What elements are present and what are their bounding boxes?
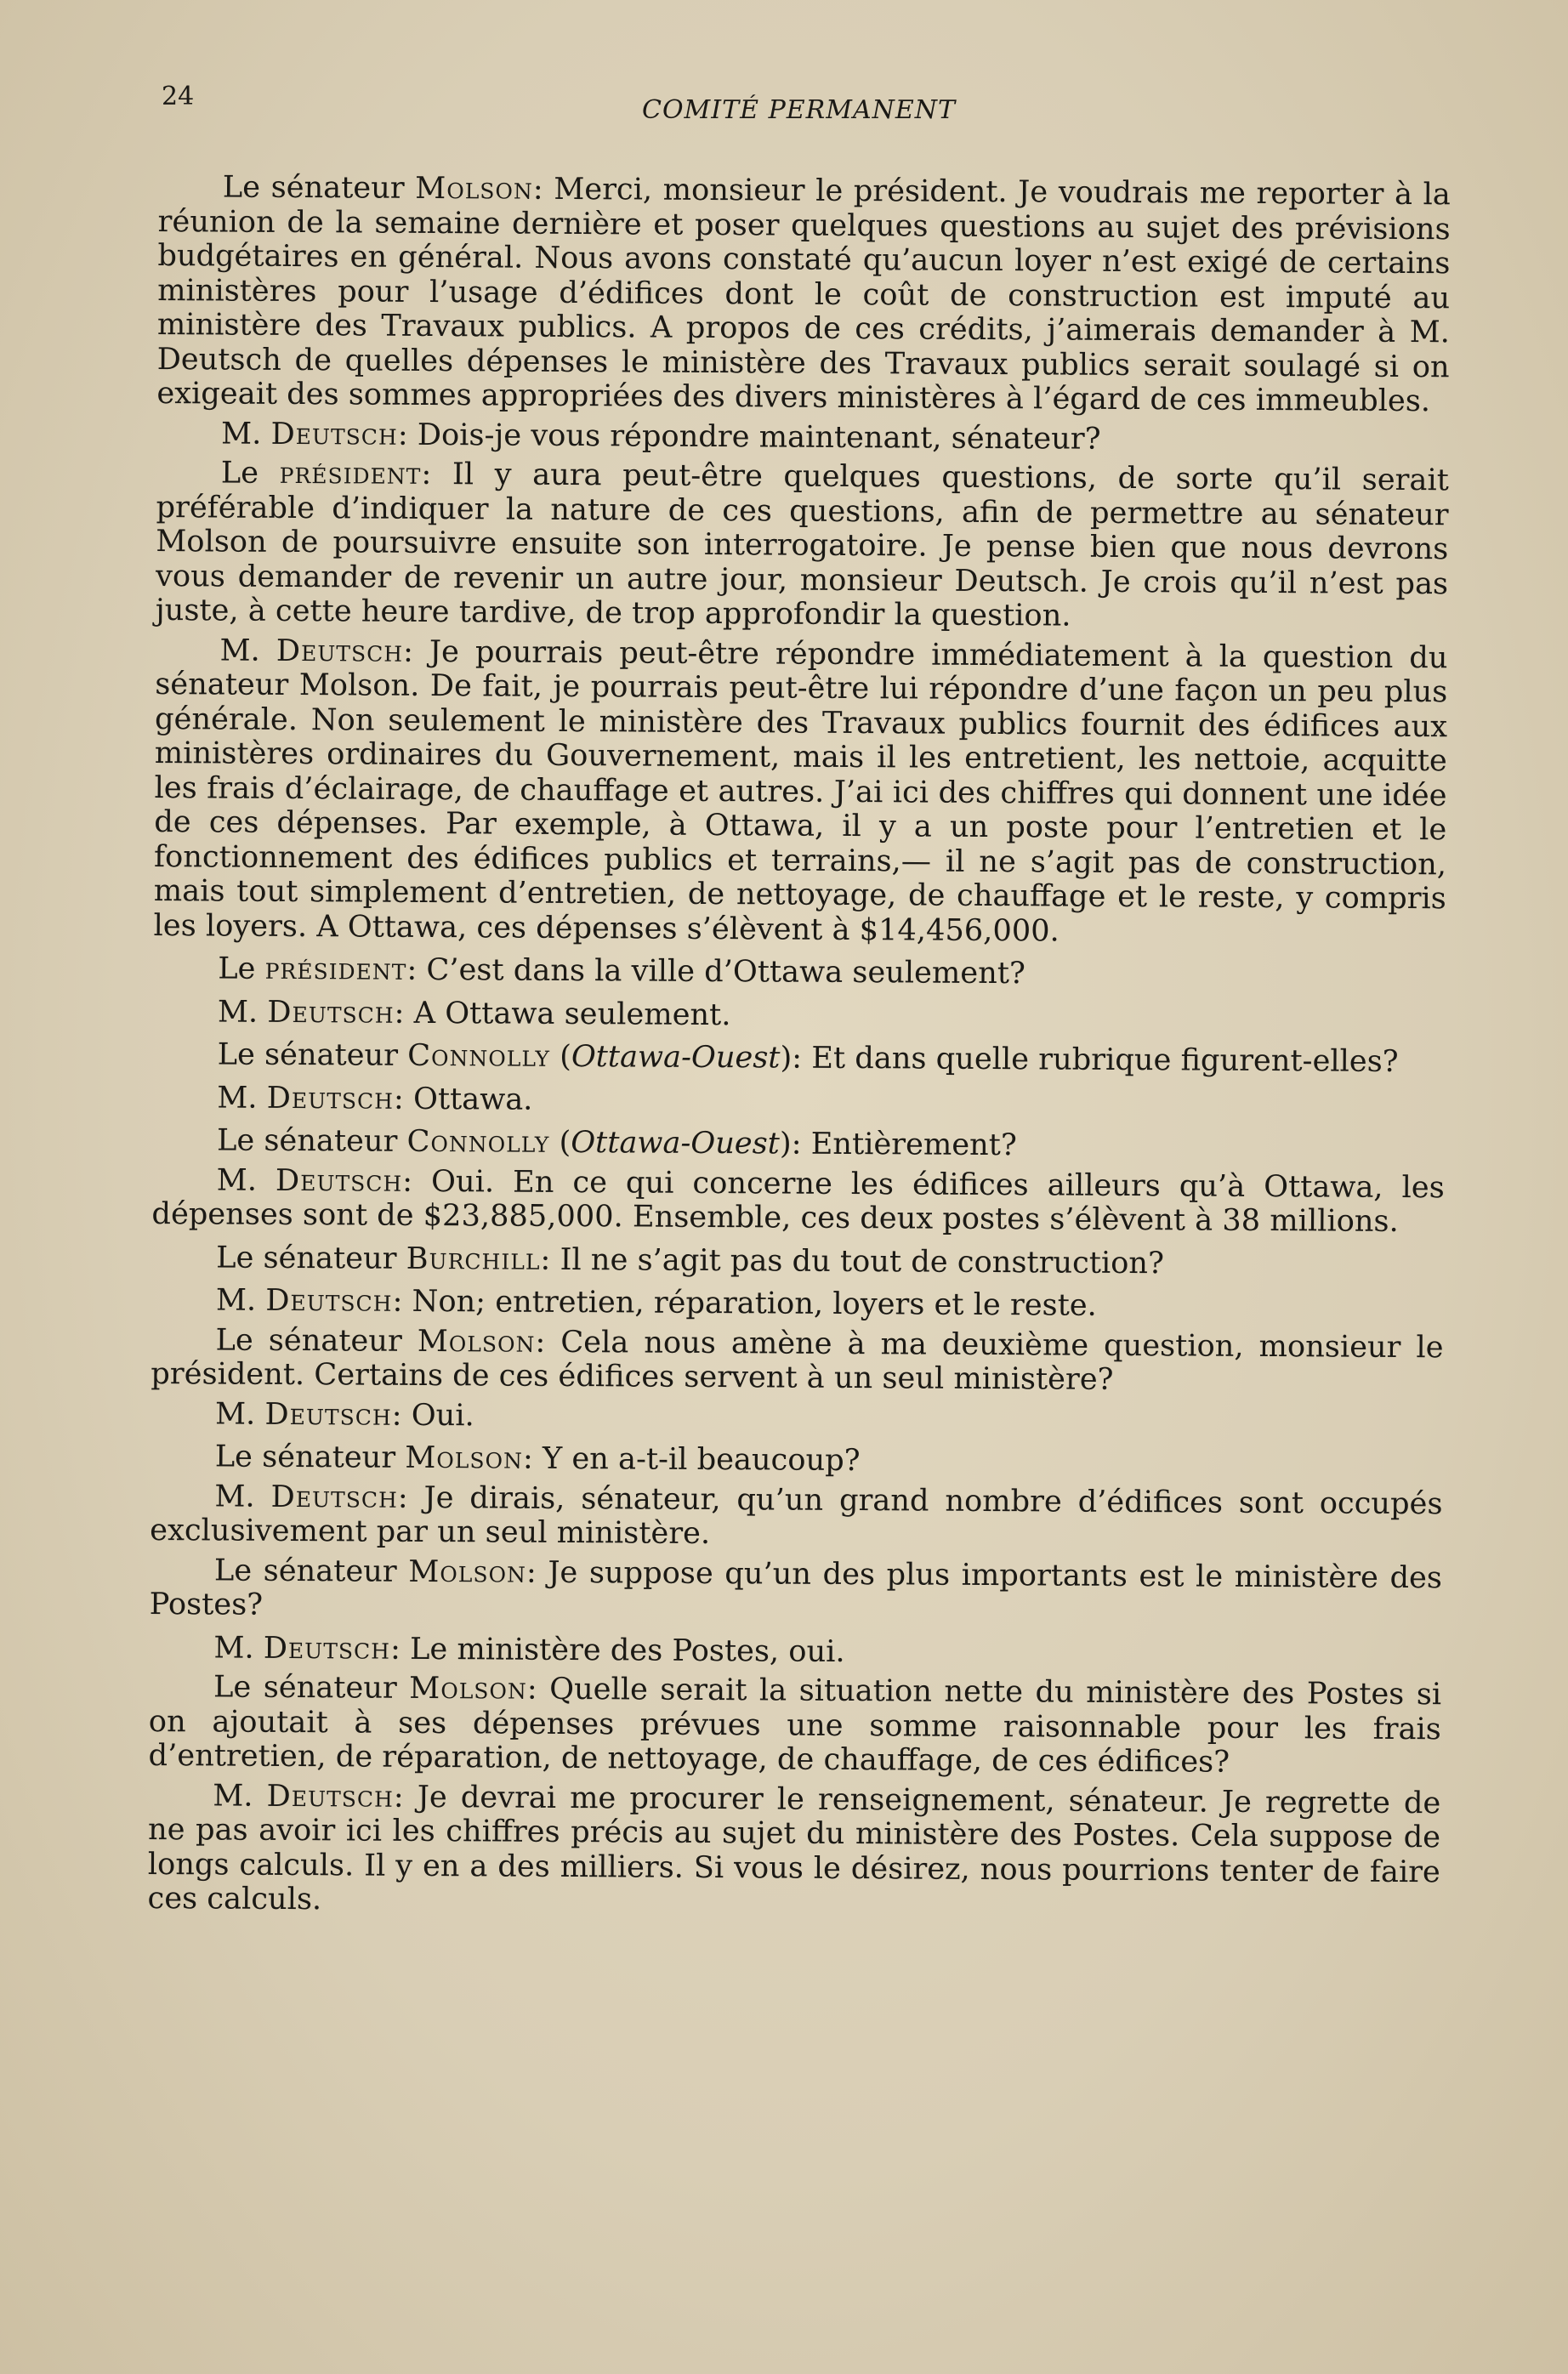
speaker-name: Deutsch [264, 1396, 392, 1433]
transcript-body [147, 170, 1451, 1929]
paragraph: M. Deutsch: Je dirais, sénateur, qu’un grand nombre d’édifices sont occupés exclusivement par un seul ministère. [150, 1478, 1443, 1551]
speaker-name: Deutsch [275, 1162, 403, 1199]
paragraph: Le sénateur Connolly (Ottawa-Ouest): Et dans quelle rubrique figurent-elles? [217, 1036, 1399, 1079]
speaker-name: Molson [409, 1670, 528, 1707]
paragraph: M. Deutsch: Dois-je vous répondre maintenant, sénateur? [220, 415, 1101, 457]
paragraph: M. Deutsch: A Ottawa seulement. [217, 993, 731, 1032]
speaker-name: Deutsch [266, 1080, 395, 1116]
speaker-name: Molson [408, 1553, 527, 1590]
speaker-name: président [279, 455, 422, 491]
speaker-name: Deutsch [265, 1282, 393, 1319]
riding-name: Ottawa-Ouest [571, 1124, 781, 1161]
paragraph: M. Deutsch: Non; entretien, réparation, loyers et le reste. [215, 1282, 1097, 1323]
paragraph: M. Deutsch: Oui. En ce qui concerne les édifices ailleurs qu’à Ottawa, les dépenses sont de $23,885,000. Ensemble, ces deux postes s’élèvent à 38 millions. [151, 1161, 1445, 1239]
paragraph: M. Deutsch: Je pourrais peut-être répondre immédiatement à la question du sénateur Molson. De fait, je pourrais peut-être lui répondre d’une façon un peu plus générale. Non seulement le ministère des Travaux publics fournit des édifices aux ministères ordinaires du Gouvernement, mais il les entretient, les nettoie, acquitte les frais d’éclairage, de chauffage et autres. J’ai ici des chiffres qui donnent une idée de ces dépenses. Par exemple, à Ottawa, il y a un poste pour l’entretien et le fonctionnement des édifices publics et terrains,— il ne s’agit pas de construction, mais tout simplement d’entretien, de nettoyage, de chauffage et le reste, y compris les loyers. A Ottawa, ces dépenses s’élèvent à $14,456,000. [153, 632, 1448, 948]
paragraph: Le président: Il y aura peut-être quelques questions, de sorte qu’il serait préférable d’indiquer la nature de ces questions, afin de permettre au sénateur Molson de poursuivre ensuite son interrogatoire. Je pense bien que nous devrons vous demander de revenir un autre jour, monsieur Deutsch. Je crois qu’il n’est pas juste, à cette heure tardive, de trop approfondir la question. [155, 455, 1449, 633]
paragraph: Le sénateur Molson: Quelle serait la situation nette du ministère des Postes si on ajoutait à ses dépenses prévues une somme raisonnable pour les frais d’entretien, de réparation, de nettoyage, de chauffage, de ces édifices? [148, 1669, 1442, 1780]
speaker-name: Molson [417, 1323, 536, 1360]
speaker-name: Connolly [406, 1123, 550, 1160]
speaker-name: Molson [405, 1440, 524, 1476]
paragraph: Le sénateur Molson: Merci, monsieur le président. Je voudrais me reporter à la réunion de la semaine dernière et poser quelques questions au sujet des prévisions budgétaires en général. Nous avons constaté qu’aucun loyer n’est exigé de certains ministères pour l’usage d’édifices dont le coût de construction est imputé au ministère des Travaux publics. A propos de ces crédits, j’aimerais demander à M. Deutsch de quelles dépenses le ministère des Travaux publics serait soulagé si on exigeait des sommes appropriées des divers ministères à l’égard de ces immeubles. [156, 169, 1451, 419]
paragraph: Le président: C’est dans la ville d’Ottawa seulement? [218, 951, 1025, 991]
paragraph: M. Deutsch: Ottawa. [217, 1079, 533, 1117]
speaker-name: Deutsch [263, 1630, 391, 1667]
paragraph: M. Deutsch: Oui. [214, 1395, 474, 1433]
speaker-name: Burchill [406, 1241, 541, 1277]
paragraph: M. Deutsch: Je devrai me procurer le renseignement, sénateur. Je regrette de ne pas avoir ici les chiffres précis au sujet du ministère des Postes. Cela suppose de longs calculs. Il y en a des milliers. Si vous le désirez, nous pourrions tenter de faire ces calculs. [147, 1777, 1441, 1917]
speaker-name: Deutsch [276, 633, 404, 669]
speaker-name: Deutsch [270, 416, 398, 452]
speaker-name: Molson [415, 170, 533, 207]
paragraph: Le sénateur Molson: Cela nous amène à ma deuxième question, monsieur le président. Certains de ces édifices servent à un seul ministère? [151, 1321, 1444, 1397]
running-head: COMITÉ PERMANENT [642, 95, 957, 125]
speaker-name: Connolly [407, 1037, 551, 1074]
paragraph: Le sénateur Connolly (Ottawa-Ouest): Entièrement? [216, 1122, 1017, 1163]
paragraph: Le sénateur Molson: Je suppose qu’un des plus importants est le ministère des Postes? [149, 1552, 1443, 1622]
speaker-name: Deutsch [267, 994, 395, 1031]
speaker-name: président [264, 951, 407, 987]
paragraph: M. Deutsch: Le ministère des Postes, oui. [213, 1629, 845, 1669]
paragraph: Le sénateur Burchill: Il ne s’agit pas du tout de construction? [216, 1239, 1165, 1281]
speaker-name: Deutsch [270, 1479, 398, 1515]
paragraph: Le sénateur Molson: Y en a-t-il beaucoup? [214, 1439, 861, 1479]
speaker-name: Deutsch [266, 1778, 395, 1815]
page-number: 24 [162, 82, 195, 111]
riding-name: Ottawa-Ouest [571, 1038, 781, 1076]
